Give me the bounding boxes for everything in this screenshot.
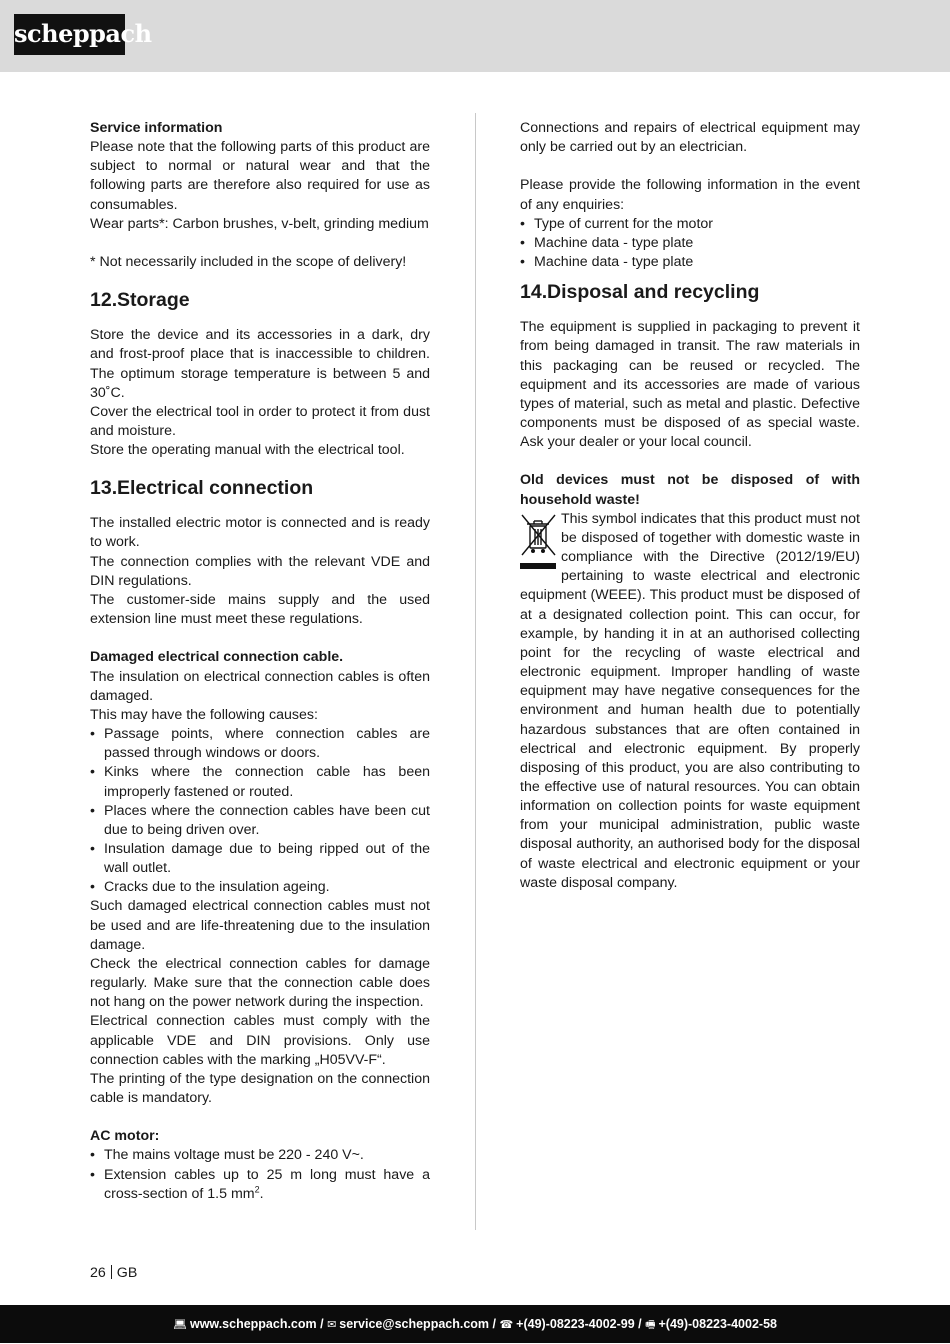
disposal-heading: 14.Disposal and recycling [520, 281, 760, 304]
page-number: 26 GB [90, 1265, 138, 1281]
ac-motor-list [90, 1146, 430, 1203]
list-item: • Type of current for the motor [520, 215, 713, 232]
fax-number[interactable]: +(49)-08223-4002-58 [658, 1317, 777, 1331]
list-item: • Machine data - type plate [520, 234, 694, 251]
wear-parts-paragraph: Wear parts*: Carbon brushes, v-belt, grinding medium [90, 215, 429, 232]
electrical-connection-heading: 13.Electrical connection [90, 477, 314, 500]
old-devices-heading: Old devices must not be disposed of with household waste! [520, 472, 860, 508]
damaged-paragraph-5: Electrical connection cables must comply with the applicable VDE and DIN provisions. Only use connection cables with the marking „H05VV-F“. [90, 1013, 430, 1068]
list-item: • Extension cables up to 25 m long must have a cross-section of 1.5 $mm^2$. [90, 1166, 430, 1202]
list-item: • Kinks where the connection cable has been improperly fastened or routed. [90, 764, 430, 800]
delivery-note: * Not necessarily included in the scope of delivery! [90, 254, 407, 271]
list-item: • The mains voltage must be 220 - 240 V~. [90, 1147, 364, 1164]
service-info-heading: Service information [90, 120, 223, 136]
damaged-paragraph-4: Check the electrical connection cables for damage regularly. Make sure that the connection cable does not hang on the power network during the inspection. [90, 955, 430, 1011]
damaged-paragraph-1: The insulation on electrical connection cables is often damaged. [90, 668, 430, 704]
right-column [520, 119, 860, 893]
enquiries-list [520, 215, 860, 272]
ac-motor-heading: AC motor: [90, 1128, 160, 1145]
left-column [90, 119, 430, 1204]
footer-bar: 💻︎ www.scheppach.com / ✉︎ service@scheppach.com / ☎︎ +(49)-08223-4002-99 / 🖷︎ +(49)-08223-4002-58 [0, 1305, 950, 1343]
list-item: • Passage points, where connection cables are passed through windows or doors. [90, 726, 430, 762]
damaged-cable-heading: Damaged electrical connection cable. [90, 649, 344, 666]
fax-icon: 🖷︎ [645, 1319, 656, 1331]
computer-icon: 💻︎ [173, 1319, 187, 1331]
damaged-paragraph-2: This may have the following causes: [90, 706, 318, 723]
storage-heading: 12.Storage [90, 289, 190, 312]
list-item: • Places where the connection cables have been cut due to being driven over. [90, 802, 430, 838]
crossed-out-bin-icon [520, 512, 557, 571]
electrical-paragraph-2: The connection complies with the relevant VDE and DIN regulations. [90, 553, 430, 589]
weee-paragraph: This symbol indicates that this product must not be disposed of together with domestic waste in compliance with the Directive (2012/19/EU) pertaining to waste electrical and electronic equipment (WEEE). This product must be disposed of at a designated collection point. This can occur, for example, by handing it in at an authorised collecting point for the recycling of waste electrical and electronic equipment. Improper handling of waste equipment may have negative consequences for the environment and human health due to potentially hazardous substances that are often contained in electrical and electronic equipment. By properly disposing of this product, you are also contributing to the effective use of natural resources. You can obtain information on collection points for waste equipment from your municipal administration, public waste disposal authority, an authorised body for the disposal of waste electrical and electronic equipment or your waste disposal company. [520, 510, 860, 891]
website-link[interactable]: www.scheppach.com [189, 1317, 317, 1331]
phone-number[interactable]: +(49)-08223-4002-99 [516, 1317, 635, 1331]
enquiries-paragraph: Please provide the following information in the event of any enquiries: [520, 177, 860, 213]
storage-paragraph-2: Cover the electrical tool in order to protect it from dust and moisture. [90, 403, 430, 440]
damaged-paragraph-6: The printing of the type designation on the connection cable is mandatory. [90, 1070, 430, 1106]
list-item: • Machine data - type plate [520, 254, 694, 271]
list-item: • Cracks due to the insulation ageing. [90, 879, 330, 896]
electrical-paragraph-1: The installed electric motor is connected and is ready to work. [90, 515, 430, 551]
service-info-paragraph: Please note that the following parts of this product are subject to normal or natural wear and that the following parts are therefore also required for use as consumables. [90, 139, 430, 213]
header-bar [0, 0, 950, 72]
column-divider [475, 113, 476, 1230]
scheppach-logo[interactable]: scheppach [14, 14, 125, 55]
mail-icon: ✉︎ [327, 1319, 337, 1331]
email-link[interactable]: service@scheppach.com [339, 1317, 490, 1331]
storage-paragraph-1: Store the device and its accessories in a dark, dry and frost-proof place that is inaccessible to children. The optimum storage temperature is between 5 and 30˚C. [90, 327, 430, 401]
phone-icon: ☎︎ [499, 1319, 514, 1331]
list-item: • Insulation damage due to being ripped out of the wall outlet. [90, 840, 430, 877]
connections-paragraph: Connections and repairs of electrical equipment may only be carried out by an electrician. [520, 120, 860, 156]
electrical-paragraph-3: The customer-side mains supply and the used extension line must meet these regulations. [90, 591, 430, 628]
damaged-paragraph-3: Such damaged electrical connection cables must not be used and are life-threatening due to the insulation damage. [90, 898, 430, 953]
disposal-paragraph: The equipment is supplied in packaging to prevent it from being damaged in transit. The raw materials in this packaging can be reused or recycled. The equipment and its accessories are made of various types of material, such as metal and plastic. Defective components must be disposed of as special waste. Ask your dealer or your local council. [520, 319, 860, 451]
storage-paragraph-3: Store the operating manual with the electrical tool. [90, 442, 405, 459]
causes-list [90, 725, 430, 897]
